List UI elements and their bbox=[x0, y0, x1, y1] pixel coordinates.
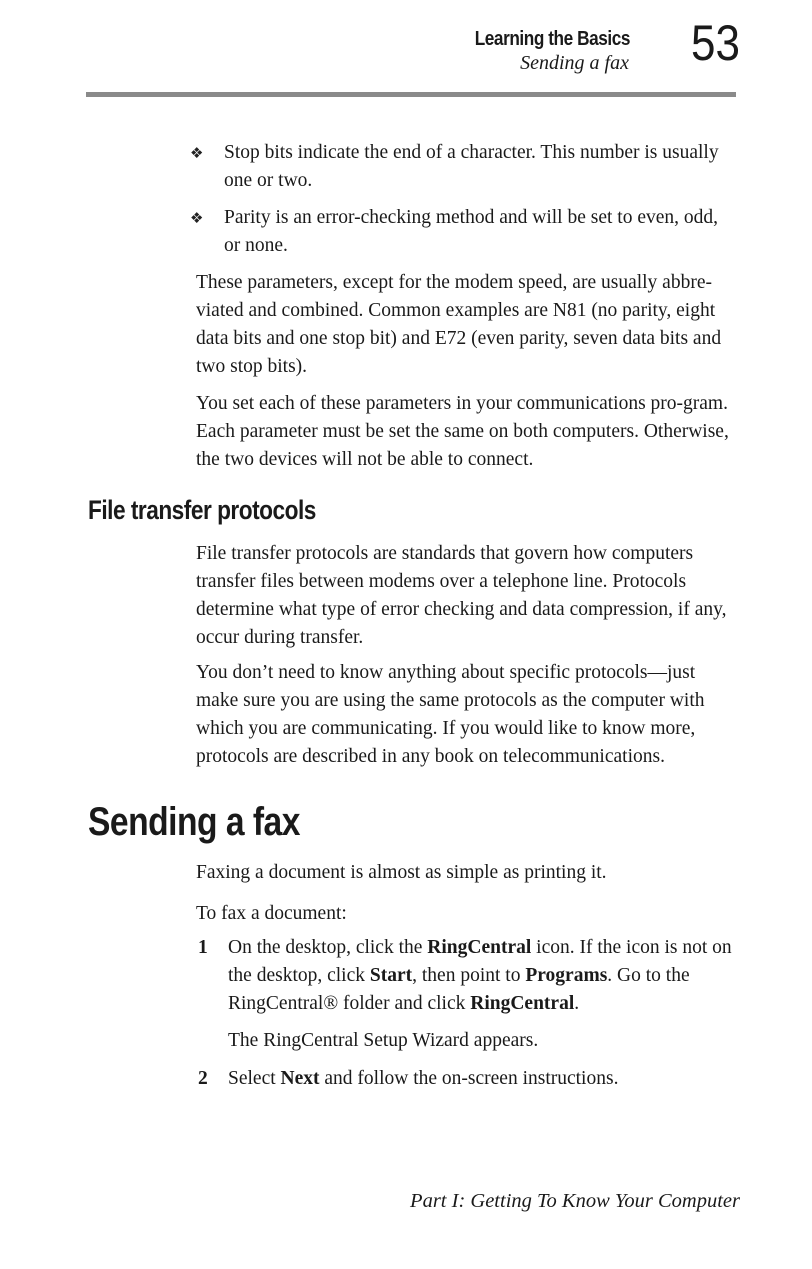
section-heading: File transfer protocols bbox=[88, 495, 316, 525]
page-footer: Part I: Getting To Know Your Computer bbox=[410, 1190, 740, 1212]
ui-term-next: Next bbox=[280, 1068, 320, 1089]
page-number: 53 bbox=[691, 15, 740, 71]
step-number: 1 bbox=[198, 937, 208, 958]
paragraph: You set each of these parameters in your communications pro-gram. Each parameter must be set the same on both computers. Otherwise, the two devices will not be able to connect. bbox=[196, 393, 729, 470]
step-number: 2 bbox=[198, 1068, 208, 1089]
header-chapter-title: Learning the Basics bbox=[474, 28, 630, 50]
paragraph: Faxing a document is almost as simple as printing it. bbox=[196, 862, 607, 883]
step-text: On the desktop, click the bbox=[228, 937, 428, 958]
ui-term-ringcentral: RingCentral bbox=[470, 993, 575, 1014]
paragraph: File transfer protocols are standards that govern how computers transfer files between modems over a telephone line. Protocols determine what type of error checking and data compression, if any, occur during transfer. bbox=[196, 543, 727, 648]
bullet-item bbox=[190, 204, 736, 260]
paragraph: You don’t need to know anything about specific protocols—just make sure you are using the same protocols as the computer with which you are communicating. If you would like to know more, protocols are described in any book on telecommunications. bbox=[196, 662, 705, 767]
diamond-bullet-icon: ❖ bbox=[190, 144, 204, 162]
header-section-title: Sending a fax bbox=[520, 52, 629, 74]
paragraph: These parameters, except for the modem speed, are usually abbre-viated and combined. Common examples are N81 (no parity, eight data bits and one stop bit) and E72 (even parity, seven data bits and two stop bits). bbox=[196, 272, 722, 377]
step-text: . bbox=[574, 993, 580, 1014]
ui-term-ringcentral: RingCentral bbox=[427, 937, 532, 958]
step-text: Select bbox=[228, 1068, 281, 1089]
bullet-text: Stop bits indicate the end of a character. This number is usually one or two. bbox=[224, 142, 719, 191]
bullet-text: Parity is an error-checking method and will be set to even, odd, or none. bbox=[224, 207, 719, 256]
step-text: , then point to bbox=[412, 965, 526, 986]
header-rule bbox=[86, 92, 736, 97]
diamond-bullet-icon: ❖ bbox=[190, 209, 204, 227]
ui-term-start: Start bbox=[369, 965, 413, 986]
bullet-item bbox=[190, 139, 736, 195]
numbered-step bbox=[198, 934, 740, 1018]
paragraph: To fax a document: bbox=[196, 903, 347, 924]
step-text: . Go to the RingCentral® folder and click bbox=[228, 965, 690, 1014]
ui-term-programs: Programs bbox=[525, 965, 608, 986]
chapter-heading: Sending a fax bbox=[88, 800, 300, 844]
step-text: icon. If the icon is not on the desktop, click bbox=[228, 937, 732, 986]
numbered-step bbox=[198, 1065, 740, 1093]
step-result: The RingCentral Setup Wizard appears. bbox=[228, 1030, 539, 1051]
step-text: and follow the on-screen instructions. bbox=[319, 1068, 619, 1089]
